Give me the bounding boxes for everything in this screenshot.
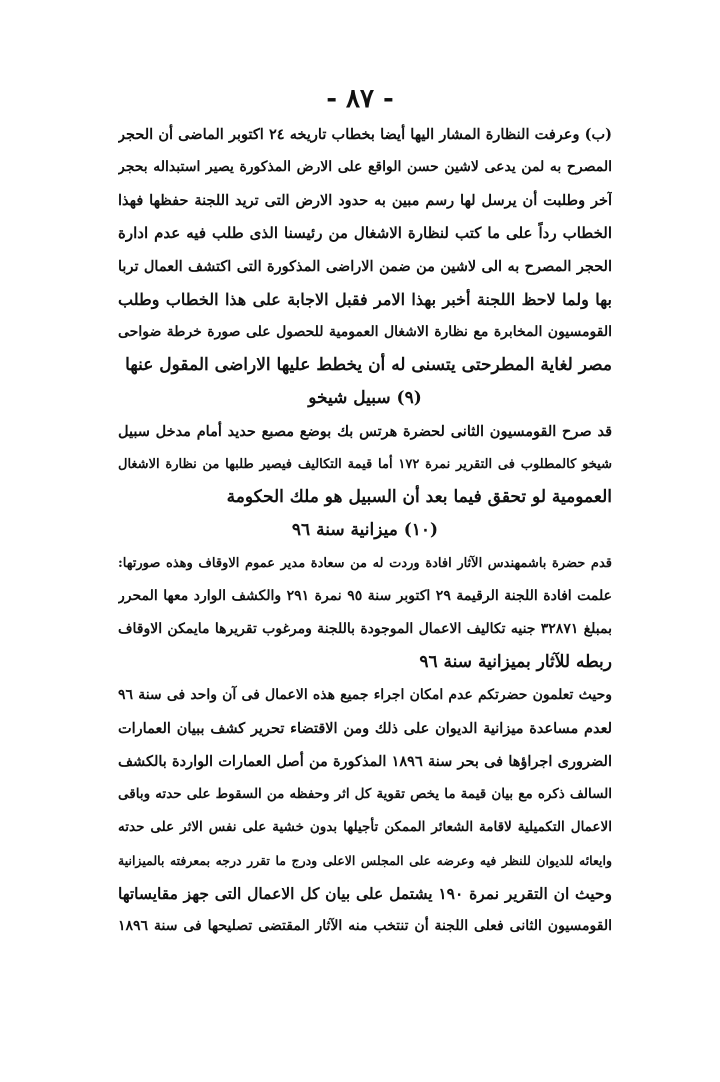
text-line: علمت افادة اللجنة الرقيمة ٢٩ اكتوبر سنة ٩٥ نمرة ٢٩١ والكشف الوارد معها المحرر xyxy=(118,588,612,604)
text-line: بمبلغ ٣٢٨٧١ جنيه تكاليف الاعمال الموجودة باللجنة ومرغوب تقريرها مايمكن الاوقاف xyxy=(118,621,612,637)
text-line: الخطاب رداً على ما كتب لنظارة الاشغال من رئيسنا الذى طلب فيه عدم ادارة xyxy=(118,224,612,242)
text-line: بها ولما لاحظ اللجنة أخبر بهذا الامر فقبل الاجابة على هذا الخطاب وطلب xyxy=(118,290,612,309)
text-line: مصر لغاية المطرحتى يتسنى له أن يخطط عليها الاراضى المقول عنها xyxy=(125,355,612,375)
text-line: قد صرح القومسيون الثانى لحضرة هرتس بك بوضع مصبع حديد أمام مدخل سبيل xyxy=(118,423,612,440)
text-line: القومسيون المخابرة مع نظارة الاشغال العمومية للحصول على صورة خرطة ضواحى xyxy=(118,324,612,340)
text-line: ربطه للآثار بميزانية سنة ٩٦ xyxy=(419,652,612,672)
body-text xyxy=(118,118,612,943)
text-line: الحجر المصرح به الى لاشين من ضمن الاراضى المذكورة التى اكتشف العمال تربا xyxy=(118,258,612,275)
section-10 xyxy=(118,514,612,943)
text-line: آخر وطلبت أن يرسل لها رسم مبين به حدود الارض التى تريد اللجنة حفظها فهذا xyxy=(118,192,612,209)
text-line: المصرح به لمن يدعى لاشين حسن الواقع على الارض المذكورة يصير استبداله بحجر xyxy=(118,159,612,175)
text-line: العمومية لو تحقق فيما بعد أن السبيل هو ملك الحكومة xyxy=(226,487,612,507)
text-line: شيخو كالمطلوب فى التقرير نمرة ١٧٢ أما قيمة التكاليف فيصير طلبها من نظارة الاشغال xyxy=(118,457,612,472)
text-line: لعدم مساعدة ميزانية الديوان على ذلك ومن الاقتضاء تحرير كشف ببيان العمارات xyxy=(118,720,612,737)
section-heading: (٩) سبيل شيخو xyxy=(308,388,422,408)
text-line: (ب) وعرفت النظارة المشار اليها أيضا بخطاب تاريخه ٢٤ اكتوبر الماضى أن الحجر xyxy=(118,126,612,143)
text-line: الضرورى اجراؤها فى بحر سنة ١٨٩٦ المذكورة من أصل العمارات الواردة بالكشف xyxy=(118,753,612,770)
text-line: وحيث تعلمون حضرتكم عدم امكان اجراء جميع هذه الاعمال فى آن واحد فى سنة ٩٦ xyxy=(118,687,612,703)
section-heading: (١٠) ميزانية سنة ٩٦ xyxy=(291,520,439,540)
text-line: الاعمال التكميلية لاقامة الشعائر الممكن تأجيلها بدون خشية على نفس الاثر على حدته xyxy=(118,819,612,835)
text-line: القومسيون الثانى فعلى اللجنة أن تنتخب منه الآثار المقتضى تصليحها فى سنة ١٨٩٦ xyxy=(118,918,612,934)
text-line: قدم حضرة باشمهندس الآثار افادة وردت له من سعادة مدير عموم الاوقاف وهذه صورتها: xyxy=(118,556,612,571)
text-line: وحيث ان التقرير نمرة ١٩٠ يشتمل على بيان كل الاعمال التى جهز مقايساتها xyxy=(118,884,612,903)
section-9 xyxy=(118,382,612,514)
section-b xyxy=(118,118,612,382)
text-line: وايعائه للديوان للنظر فيه وعرضه على المجلس الاعلى ودرج ما تقرر درجه بمعرفته بالميزانية xyxy=(118,853,612,868)
page-number: - ٨٧ - xyxy=(326,84,394,114)
text-line: السالف ذكره مع بيان قيمة ما يخص تقوية كل اثر وحفظه من السقوط على حدته وباقى xyxy=(118,786,612,802)
